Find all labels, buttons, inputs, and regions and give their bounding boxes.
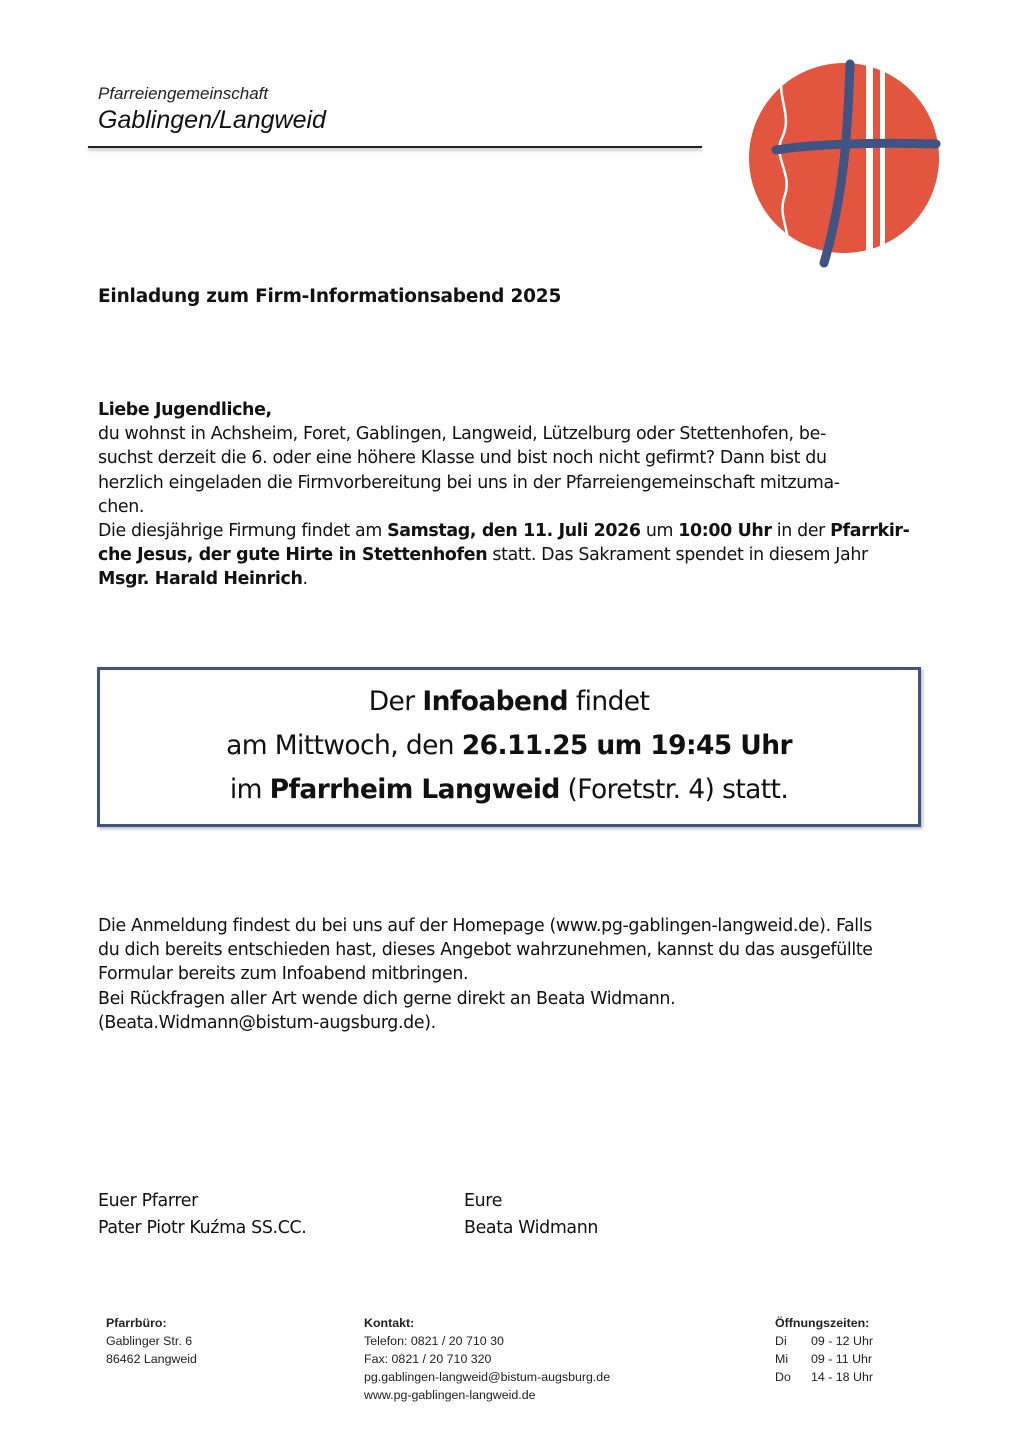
contact-email-line: (Beata.Widmann@bistum-augsburg.de).: [98, 1012, 436, 1033]
org-label: Pfarreiengemeinschaft: [98, 84, 269, 103]
intro-line: chen.: [98, 496, 145, 517]
intro-line: suchst derzeit die 6. oder eine höhere Klasse und bist noch nicht gefirmt? Dann bist du: [98, 448, 827, 469]
footer-contact: Kontakt: Telefon: 0821 / 20 710 30 Fax: 0821 / 20 710 320 pg.gablingen-langweid@bistum-augsburg.de www.pg-gablingen-langweid.de: [364, 1316, 611, 1402]
footer-hours: Öffnungszeiten: Di 09 - 12 Uhr Mi 09 - 11 Uhr Do 14 - 18 Uhr: [775, 1316, 873, 1384]
hours-row: Mi 09 - 11 Uhr: [775, 1352, 873, 1366]
org-name: Gablingen/Langweid: [98, 106, 326, 134]
footer-office: Pfarrbüro: Gablinger Str. 6 86462 Langweid: [106, 1316, 197, 1366]
registration-section: [98, 914, 938, 1035]
registration-line: Die Anmeldung findest du bei uns auf der Homepage (www.pg-gablingen-langweid.de). Falls: [98, 916, 872, 936]
cross-circle-logo-icon: [744, 58, 944, 268]
info-line-3: im Pfarrheim Langweid (Foretstr. 4) statt.: [229, 774, 789, 805]
header-divider: [88, 146, 702, 148]
signature-pastor: Euer Pfarrer Pater Piotr Kuźma SS.CC.: [98, 1191, 307, 1238]
confirmation-line: Msgr. Harald Heinrich.: [98, 569, 308, 590]
registration-line: du dich bereits entschieden hast, dieses Angebot wahrzunehmen, kannst du das ausgefüllte: [98, 940, 873, 961]
signature-coordinator: Eure Beata Widmann: [464, 1191, 599, 1238]
registration-line: Formular bereits zum Infoabend mitbringen.: [98, 964, 469, 985]
info-line-2: am Mittwoch, den 26.11.25 um 19:45 Uhr: [226, 730, 792, 761]
info-line-1: Der Infoabend findet: [368, 686, 650, 717]
info-evening-box: [97, 667, 921, 827]
confirmation-line: Die diesjährige Firmung findet am Samstag, den 11. Juli 2026 um 10:00 Uhr in der Pfarrkir-: [98, 521, 910, 542]
greeting: Liebe Jugendliche,: [98, 400, 272, 420]
intro-line: du wohnst in Achsheim, Foret, Gablingen, Langweid, Lützelburg oder Stettenhofen, be-: [98, 424, 826, 445]
confirmation-line: che Jesus, der gute Hirte in Stettenhofen statt. Das Sakrament spendet in diesem Jahr: [98, 545, 868, 566]
intro-section: [98, 398, 938, 592]
intro-line: herzlich eingeladen die Firmvorbereitung bei uns in der Pfarreiengemeinschaft mitzuma-: [98, 472, 840, 493]
registration-line: Bei Rückfragen aller Art wende dich gerne direkt an Beata Widmann.: [98, 988, 676, 1009]
hours-row: Do 14 - 18 Uhr: [775, 1370, 873, 1384]
page-title: Einladung zum Firm-Informationsabend 2025: [98, 286, 562, 307]
hours-row: Di 09 - 12 Uhr: [775, 1334, 873, 1348]
